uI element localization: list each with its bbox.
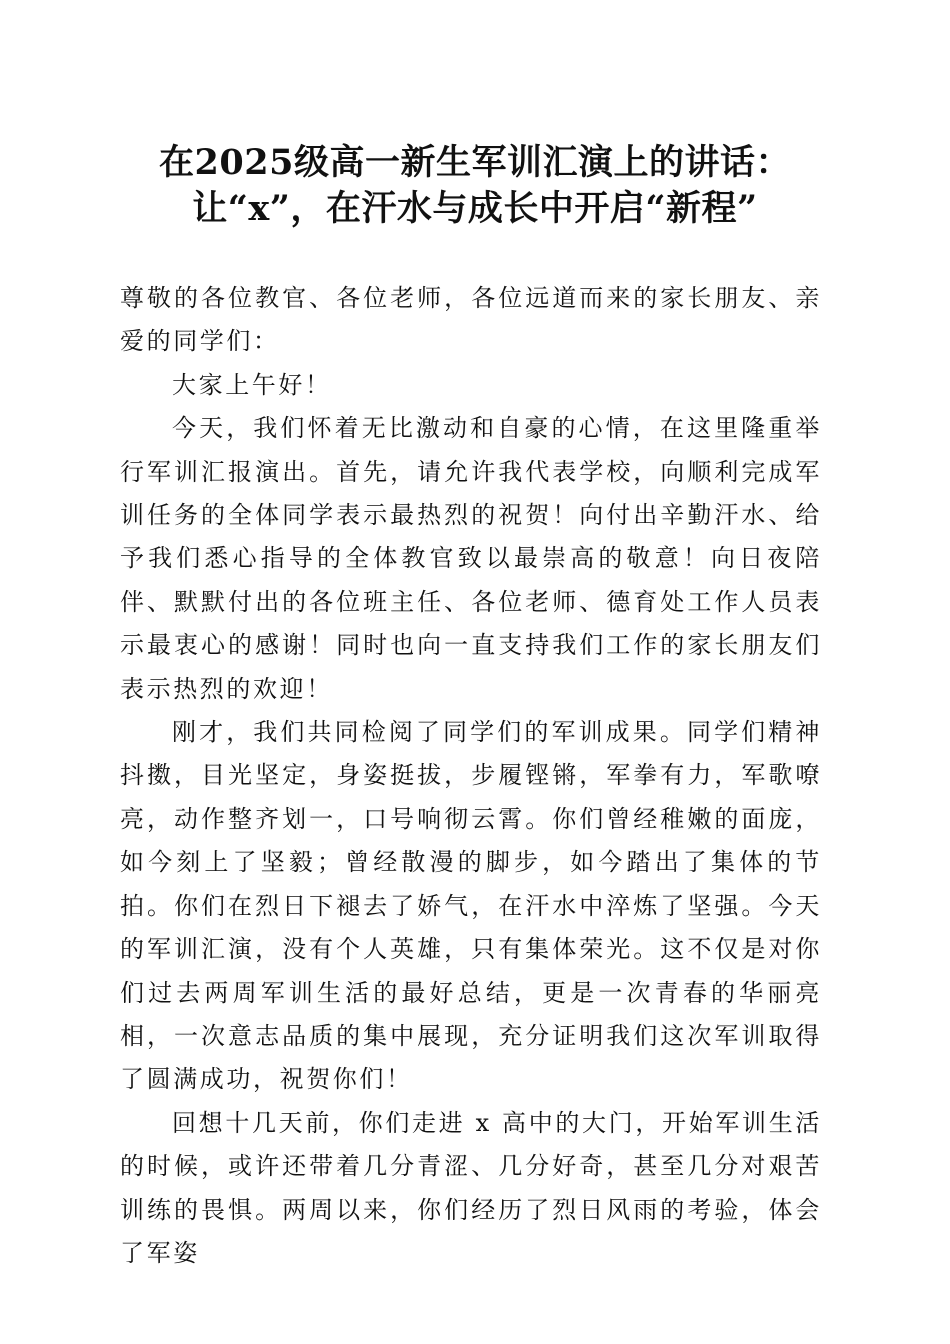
opening-paragraph: 今天，我们怀着无比激动和自豪的心情，在这里隆重举行军训汇报演出。首先，请允许我代表学校，向顺利完成军训任务的全体同学表示最热烈的祝贺！向付出辛勤汗水、给予我们悉心指导的全体教官致以最崇高的敬意！向日夜陪伴、默默付出的各位班主任、各位老师、德育处工作人员表示最衷心的感谢！同时也向一直支持我们工作的家长朋友们表示热烈的欢迎！	[120, 414, 822, 703]
title-line-1: 在2025级高一新生军训汇演上的讲话：	[159, 142, 791, 183]
recollection-paragraph: 回想十几天前，你们走进 x 高中的大门，开始军训生活的时候，或许还带着几分青涩、几分好奇，甚至几分对艰苦训练的畏惧。两周以来，你们经历了烈日风雨的考验，体会了军姿	[120, 1108, 822, 1267]
greeting-paragraph: 大家上午好！	[172, 370, 332, 399]
speech-body	[120, 277, 822, 1275]
speech-title	[0, 140, 950, 232]
review-paragraph: 刚才，我们共同检阅了同学们的军训成果。同学们精神抖擞，目光坚定，身姿挺拔，步履铿锵，军拳有力，军歌嘹亮，动作整齐划一，口号响彻云霄。你们曾经稚嫩的面庞，如今刻上了坚毅；曾经散漫的脚步，如今踏出了集体的节拍。你们在烈日下褪去了娇气，在汗水中淬炼了坚强。今天的军训汇演，没有个人英雄，只有集体荣光。这不仅是对你们过去两周军训生活的最好总结，更是一次青春的华丽亮相，一次意志品质的集中展现，充分证明我们这次军训取得了圆满成功，祝贺你们！	[120, 718, 822, 1094]
title-line-2: 让“x”，在汗水与成长中开启“新程”	[192, 188, 758, 229]
salutation-paragraph: 尊敬的各位教官、各位老师，各位远道而来的家长朋友、亲爱的同学们：	[120, 284, 822, 356]
